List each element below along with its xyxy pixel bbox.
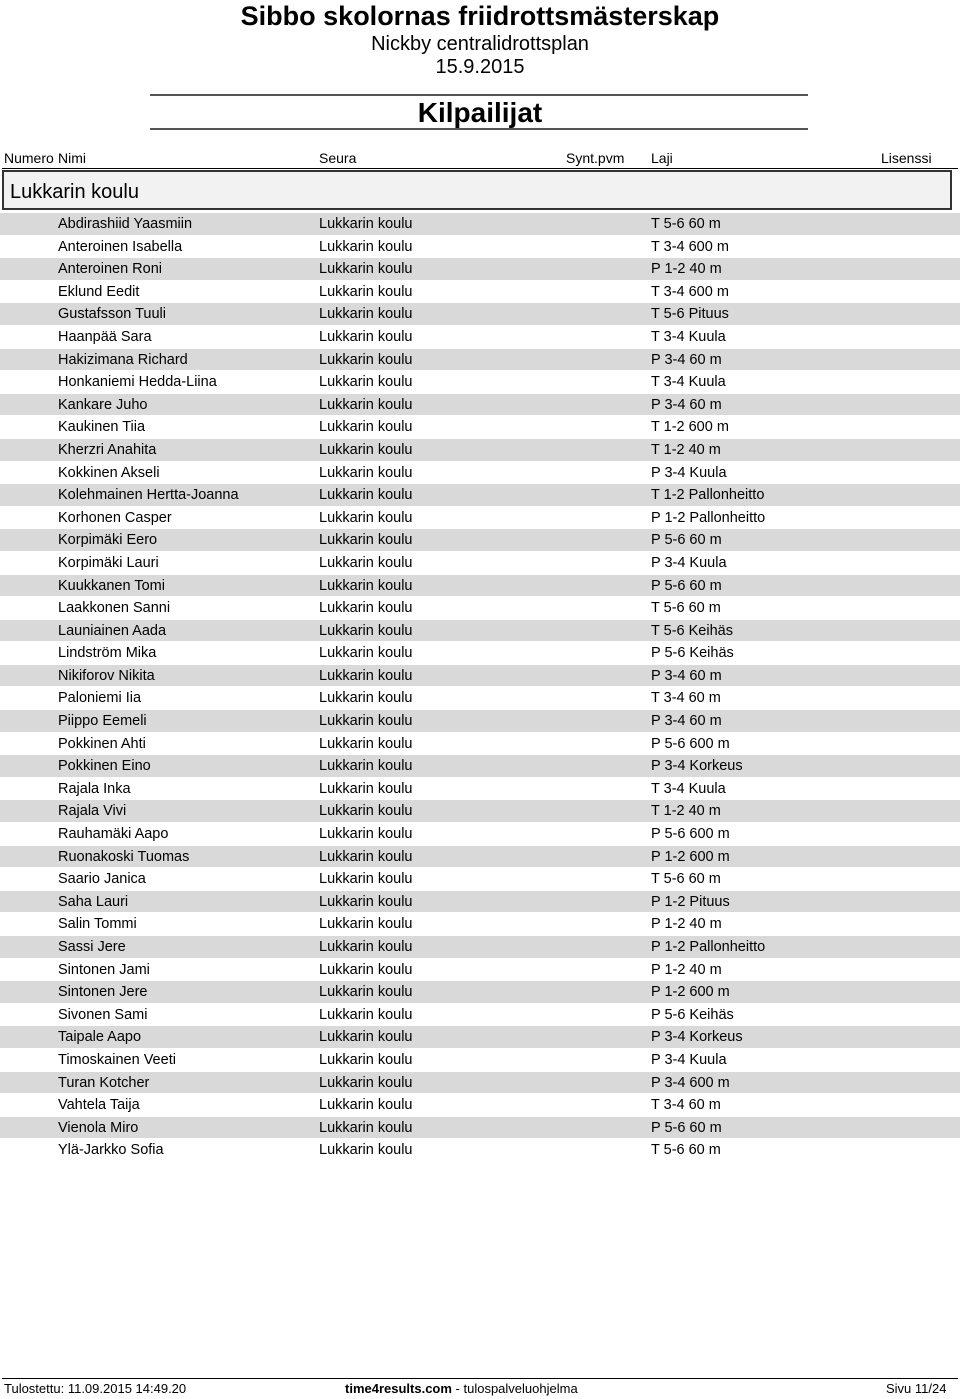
table-row bbox=[0, 733, 960, 756]
competitor-event: P 3-4 60 m bbox=[651, 351, 722, 368]
competitor-club: Lukkarin koulu bbox=[319, 1142, 413, 1159]
date-text: 15.9.2015 bbox=[435, 56, 525, 78]
table-row bbox=[0, 868, 960, 891]
table-row bbox=[0, 778, 960, 801]
competitor-event: P 5-6 Keihäs bbox=[651, 645, 734, 662]
competitor-name: Anteroinen Roni bbox=[58, 261, 162, 278]
competitor-name: Piippo Eemeli bbox=[58, 713, 147, 730]
competitor-event: T 3-4 Kuula bbox=[651, 328, 726, 345]
competitor-event: T 5-6 Keihäs bbox=[651, 622, 733, 639]
table-row bbox=[0, 1094, 960, 1117]
competitor-club: Lukkarin koulu bbox=[319, 939, 413, 955]
competitor-name: Haanpää Sara bbox=[58, 328, 152, 345]
table-row bbox=[0, 394, 960, 417]
col-license: Lisenssi bbox=[881, 150, 932, 166]
column-header-row bbox=[0, 150, 960, 168]
table-row bbox=[0, 642, 960, 665]
competitor-club: Lukkarin koulu bbox=[319, 238, 413, 255]
competitor-name: Taipale Aapo bbox=[58, 1029, 142, 1046]
table-row bbox=[0, 281, 960, 304]
competitor-club: Lukkarin koulu bbox=[319, 667, 413, 684]
competitor-club: Lukkarin koulu bbox=[319, 554, 413, 571]
competitor-club: Lukkarin koulu bbox=[319, 261, 413, 278]
table-row bbox=[0, 1026, 960, 1049]
competitor-name: Rajala Vivi bbox=[58, 803, 127, 820]
table-row bbox=[0, 439, 960, 462]
table-row bbox=[0, 800, 960, 823]
competitor-name: Ylä-Jarkko Sofia bbox=[58, 1142, 164, 1159]
competitor-club: Lukkarin koulu bbox=[319, 1029, 413, 1046]
group-heading: Lukkarin koulu bbox=[2, 170, 952, 210]
table-row bbox=[0, 620, 960, 643]
competitor-club: Lukkarin koulu bbox=[319, 826, 413, 843]
competitor-club: Lukkarin koulu bbox=[319, 441, 413, 458]
competitor-name: Sintonen Jere bbox=[58, 984, 148, 1001]
competitor-event: P 3-4 60 m bbox=[651, 667, 722, 684]
competitor-name: Vahtela Taija bbox=[58, 1097, 140, 1114]
table-row bbox=[0, 665, 960, 688]
table-row bbox=[0, 1049, 960, 1072]
competitor-name: Laakkonen Sanni bbox=[58, 600, 171, 617]
competitor-event: P 3-4 60 m bbox=[651, 396, 722, 413]
competitor-event: P 1-2 40 m bbox=[651, 961, 722, 978]
competitor-club: Lukkarin koulu bbox=[319, 713, 413, 730]
competitor-club: Lukkarin koulu bbox=[319, 645, 413, 662]
competitor-event: P 5-6 600 m bbox=[651, 826, 730, 843]
competitor-event: P 5-6 600 m bbox=[651, 735, 730, 752]
competitor-event: T 3-4 Kuula bbox=[651, 374, 726, 391]
page-number: Sivu 11/24 bbox=[886, 1381, 947, 1396]
competitor-event: P 1-2 Pallonheitto bbox=[651, 509, 766, 526]
table-row bbox=[0, 349, 960, 372]
table-row bbox=[0, 236, 960, 259]
table-row bbox=[0, 258, 960, 281]
competitor-event: T 1-2 Pallonheitto bbox=[651, 487, 765, 504]
competitor-name: Sassi Jere bbox=[58, 939, 126, 955]
table-row bbox=[0, 981, 960, 1004]
brand-site: time4results.com bbox=[345, 1381, 452, 1396]
competitor-club: Lukkarin koulu bbox=[319, 1006, 413, 1023]
competitor-name: Korhonen Casper bbox=[58, 509, 172, 526]
competitor-event: T 3-4 600 m bbox=[651, 238, 729, 255]
title-rule-bottom bbox=[150, 128, 808, 130]
competitor-club: Lukkarin koulu bbox=[319, 577, 413, 594]
competitor-event: P 3-4 Kuula bbox=[651, 554, 727, 571]
table-row bbox=[0, 1072, 960, 1095]
competitor-event: T 5-6 60 m bbox=[651, 216, 721, 232]
competitor-event: P 3-4 60 m bbox=[651, 713, 722, 730]
competitor-club: Lukkarin koulu bbox=[319, 848, 413, 865]
competitor-club: Lukkarin koulu bbox=[319, 509, 413, 526]
competitor-name: Ruonakoski Tuomas bbox=[58, 848, 190, 865]
table-row bbox=[0, 529, 960, 552]
competitor-event: T 3-4 60 m bbox=[651, 1097, 721, 1114]
competitor-club: Lukkarin koulu bbox=[319, 374, 413, 391]
competitor-club: Lukkarin koulu bbox=[319, 306, 413, 323]
competitor-event: T 3-4 Kuula bbox=[651, 780, 726, 797]
competitor-name: Hakizimana Richard bbox=[58, 351, 188, 368]
competitor-name: Vienola Miro bbox=[58, 1119, 139, 1136]
competitor-name: Rajala Inka bbox=[58, 780, 131, 797]
competitor-event: T 1-2 600 m bbox=[651, 419, 729, 436]
competitor-name: Pokkinen Eino bbox=[58, 758, 151, 775]
competitor-name: Kankare Juho bbox=[58, 396, 148, 413]
table-row bbox=[0, 1139, 960, 1162]
competitor-name: Abdirashiid Yaasmiin bbox=[58, 216, 193, 232]
table-row bbox=[0, 913, 960, 936]
competitor-name: Paloniemi Iia bbox=[58, 690, 142, 707]
table-row bbox=[0, 687, 960, 710]
competitor-name: Salin Tommi bbox=[58, 916, 137, 933]
competitor-name: Sivonen Sami bbox=[58, 1006, 148, 1023]
competitor-event: T 5-6 60 m bbox=[651, 1142, 721, 1159]
competitor-name: Kolehmainen Hertta-Joanna bbox=[58, 487, 239, 504]
table-row bbox=[0, 710, 960, 733]
venue-text: Nickby centralidrottsplan bbox=[371, 33, 589, 55]
table-row bbox=[0, 213, 960, 236]
competitor-event: P 3-4 Korkeus bbox=[651, 1029, 743, 1046]
competitor-club: Lukkarin koulu bbox=[319, 464, 413, 481]
competitor-event: P 3-4 Korkeus bbox=[651, 758, 743, 775]
table-row bbox=[0, 303, 960, 326]
col-number: Numero bbox=[4, 150, 54, 166]
competitor-event: T 1-2 40 m bbox=[651, 803, 721, 820]
competitor-event: P 5-6 60 m bbox=[651, 532, 722, 549]
competitor-club: Lukkarin koulu bbox=[319, 419, 413, 436]
competitor-event: T 5-6 Pituus bbox=[651, 306, 729, 323]
table-row bbox=[0, 462, 960, 485]
competitor-event: P 1-2 40 m bbox=[651, 261, 722, 278]
competitor-club: Lukkarin koulu bbox=[319, 622, 413, 639]
competitor-name: Lindström Mika bbox=[58, 645, 157, 662]
competitor-club: Lukkarin koulu bbox=[319, 600, 413, 617]
table-row bbox=[0, 507, 960, 530]
competitor-club: Lukkarin koulu bbox=[319, 803, 413, 820]
competitor-event: P 5-6 Keihäs bbox=[651, 1006, 734, 1023]
competitor-name: Korpimäki Lauri bbox=[58, 554, 159, 571]
competitor-event: T 5-6 60 m bbox=[651, 600, 721, 617]
col-club: Seura bbox=[319, 150, 357, 166]
competitor-club: Lukkarin koulu bbox=[319, 916, 413, 933]
competitor-event: T 3-4 60 m bbox=[651, 690, 721, 707]
competitor-event: P 1-2 600 m bbox=[651, 848, 730, 865]
competitor-club: Lukkarin koulu bbox=[319, 328, 413, 345]
table-row bbox=[0, 891, 960, 914]
page-title: Sibbo skolornas friidrottsmästerskap bbox=[240, 1, 720, 31]
table-row bbox=[0, 1004, 960, 1027]
competitor-name: Honkaniemi Hedda-Liina bbox=[58, 374, 217, 391]
table-row bbox=[0, 326, 960, 349]
page-footer bbox=[0, 1381, 960, 1399]
competitor-name: Kherzri Anahita bbox=[58, 441, 157, 458]
competitor-event: P 3-4 Kuula bbox=[651, 1051, 727, 1068]
competitor-club: Lukkarin koulu bbox=[319, 690, 413, 707]
competitor-name: Korpimäki Eero bbox=[58, 532, 158, 549]
table-row bbox=[0, 416, 960, 439]
competitor-club: Lukkarin koulu bbox=[319, 351, 413, 368]
competitor-event: P 1-2 40 m bbox=[651, 916, 722, 933]
competitor-club: Lukkarin koulu bbox=[319, 487, 413, 504]
competitor-name: Kokkinen Akseli bbox=[58, 464, 160, 481]
competitor-event: P 3-4 Kuula bbox=[651, 464, 727, 481]
col-birth: Synt.pvm bbox=[566, 150, 625, 166]
competitor-name: Eklund Eedit bbox=[58, 283, 140, 300]
competitor-name: Kuukkanen Tomi bbox=[58, 577, 165, 594]
competitor-club: Lukkarin koulu bbox=[319, 1051, 413, 1068]
table-row bbox=[0, 552, 960, 575]
competitor-event: P 5-6 60 m bbox=[651, 1119, 722, 1136]
printed-timestamp: Tulostettu: 11.09.2015 14:49.20 bbox=[4, 1381, 187, 1396]
competitor-event: P 1-2 Pallonheitto bbox=[651, 939, 766, 955]
competitor-club: Lukkarin koulu bbox=[319, 961, 413, 978]
competitor-name: Nikiforov Nikita bbox=[58, 667, 155, 684]
table-row bbox=[0, 959, 960, 982]
header-divider bbox=[2, 168, 958, 169]
competitor-name: Saha Lauri bbox=[58, 893, 129, 910]
brand-desc: - tulospalveluohjelma bbox=[451, 1381, 578, 1396]
competitor-list bbox=[0, 213, 960, 1162]
competitor-name: Timoskainen Veeti bbox=[58, 1051, 176, 1068]
competitor-event: P 3-4 600 m bbox=[651, 1074, 730, 1091]
competitor-name: Kaukinen Tiia bbox=[58, 419, 146, 436]
table-row bbox=[0, 575, 960, 598]
footer-divider bbox=[2, 1378, 958, 1379]
competitor-name: Anteroinen Isabella bbox=[58, 238, 183, 255]
table-row bbox=[0, 936, 960, 959]
competitor-event: P 1-2 Pituus bbox=[651, 893, 730, 910]
table-row bbox=[0, 1117, 960, 1140]
competitor-name: Pokkinen Ahti bbox=[58, 735, 146, 752]
competitor-club: Lukkarin koulu bbox=[319, 758, 413, 775]
table-row bbox=[0, 823, 960, 846]
competitor-event: T 1-2 40 m bbox=[651, 441, 721, 458]
competitor-club: Lukkarin koulu bbox=[319, 283, 413, 300]
section-title: Kilpailijat bbox=[417, 97, 543, 128]
competitor-club: Lukkarin koulu bbox=[319, 1097, 413, 1114]
competitor-club: Lukkarin koulu bbox=[319, 216, 413, 232]
competitor-event: T 5-6 60 m bbox=[651, 871, 721, 888]
col-name: Nimi bbox=[58, 150, 86, 166]
competitor-club: Lukkarin koulu bbox=[319, 1119, 413, 1136]
competitor-club: Lukkarin koulu bbox=[319, 1074, 413, 1091]
table-row bbox=[0, 597, 960, 620]
competitor-name: Turan Kotcher bbox=[58, 1074, 150, 1091]
competitor-club: Lukkarin koulu bbox=[319, 735, 413, 752]
table-row bbox=[0, 371, 960, 394]
competitor-club: Lukkarin koulu bbox=[319, 984, 413, 1001]
competitor-name: Launiainen Aada bbox=[58, 622, 167, 639]
table-row bbox=[0, 846, 960, 869]
competitor-name: Rauhamäki Aapo bbox=[58, 826, 169, 843]
competitor-name: Saario Janica bbox=[58, 871, 146, 888]
competitor-club: Lukkarin koulu bbox=[319, 893, 413, 910]
col-event: Laji bbox=[651, 150, 673, 166]
competitor-event: P 1-2 600 m bbox=[651, 984, 730, 1001]
competitor-event: P 5-6 60 m bbox=[651, 577, 722, 594]
competitor-club: Lukkarin koulu bbox=[319, 780, 413, 797]
competitor-club: Lukkarin koulu bbox=[319, 871, 413, 888]
table-row bbox=[0, 755, 960, 778]
competitor-event: T 3-4 600 m bbox=[651, 283, 729, 300]
competitor-name: Gustafsson Tuuli bbox=[58, 306, 166, 323]
competitor-club: Lukkarin koulu bbox=[319, 396, 413, 413]
competitor-name: Sintonen Jami bbox=[58, 961, 150, 978]
table-row bbox=[0, 484, 960, 507]
competitor-club: Lukkarin koulu bbox=[319, 532, 413, 549]
brand-text bbox=[345, 1381, 578, 1396]
